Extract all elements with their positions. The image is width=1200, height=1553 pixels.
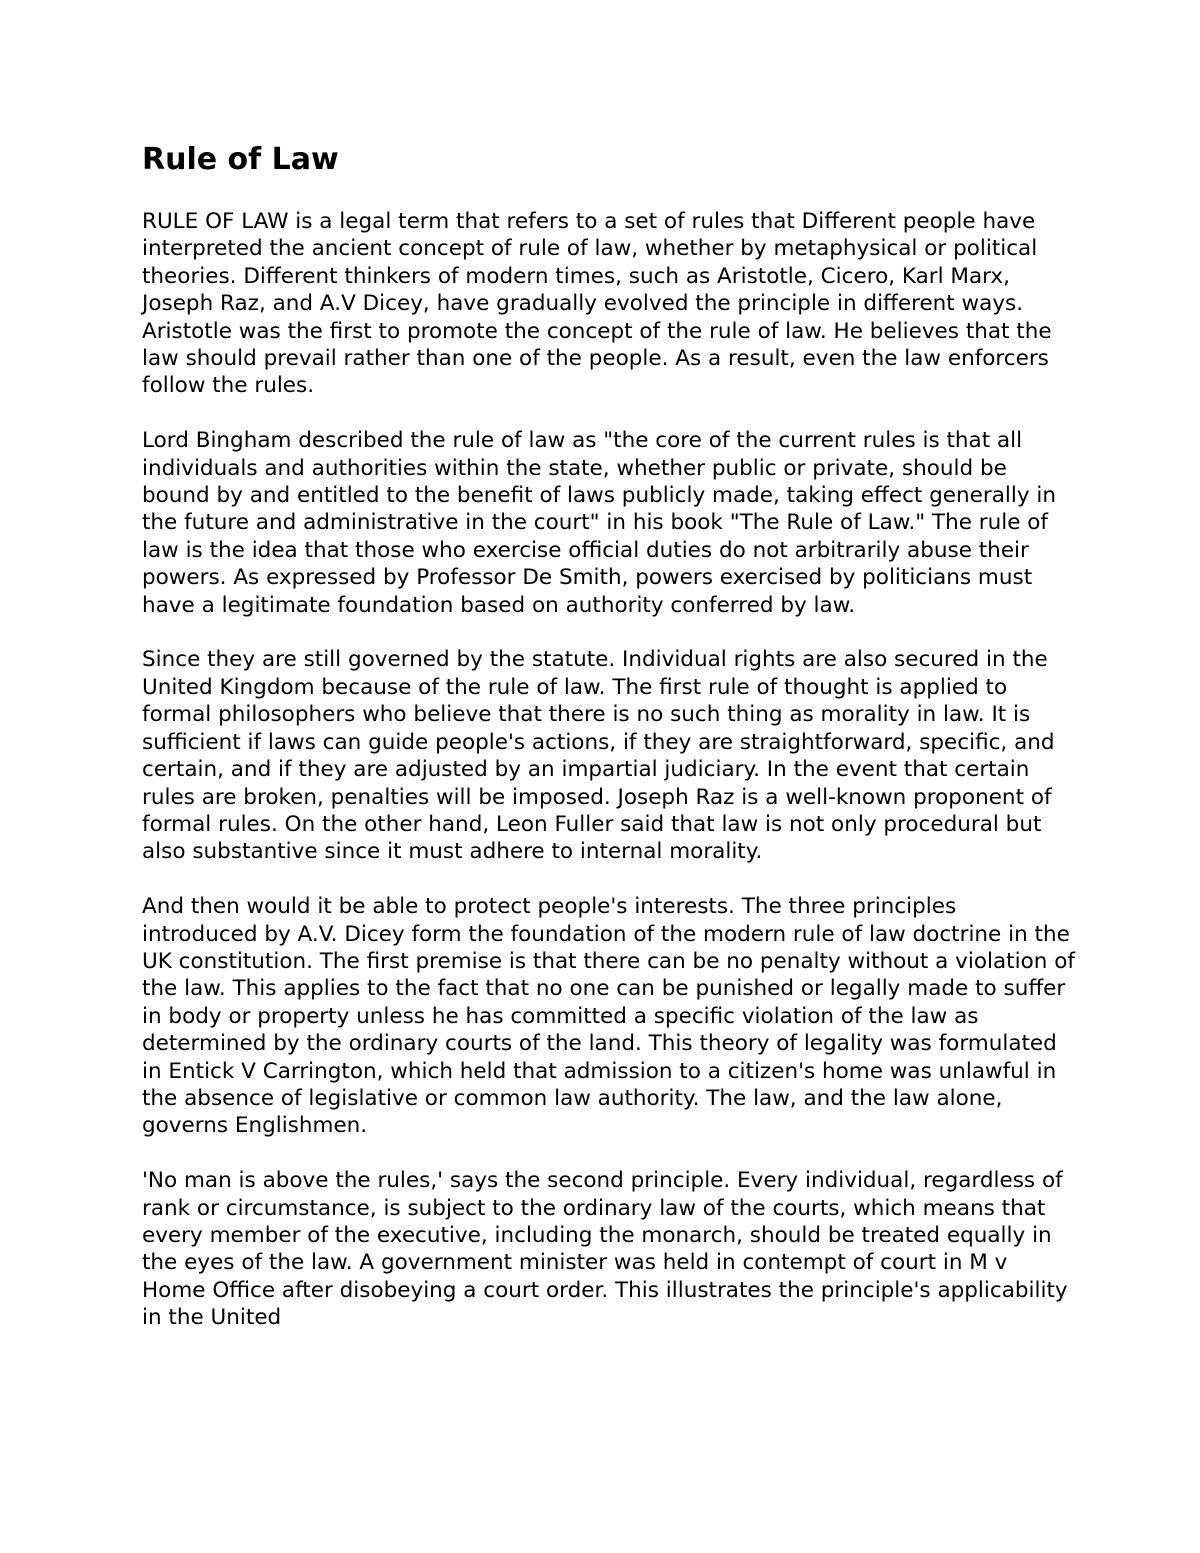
- paragraph-3: Since they are still governed by the statute. Individual rights are also secured in the United Kingdom because of the rule of law. The first rule of thought is applied to formal philosophers who believe that there is no such thing as morality in law. It is sufficient if laws can guide people's actions, if they are straightforward, specific, and certain, and if they are adjusted by an impartial judiciary. In the event that certain rules are broken, penalties will be imposed. Joseph Raz is a well-known proponent of formal rules. On the other hand, Leon Fuller said that law is not only procedural but also substantive since it must adhere to internal morality.: [142, 647, 1055, 865]
- document-page: [142, 140, 1077, 1359]
- document-title: Rule of Law: [142, 142, 339, 177]
- paragraph-1: RULE OF LAW is a legal term that refers to a set of rules that Different people have interpreted the ancient concept of rule of law, whether by metaphysical or political theories. Different thinkers of modern times, such as Aristotle, Cicero, Karl Marx, Joseph Raz, and A.V Dicey, have gradually evolved the principle in different ways. Aristotle was the first to promote the concept of the rule of law. He believes that the law should prevail rather than one of the people. As a result, even the law enforcers follow the rules.: [142, 209, 1052, 399]
- paragraph-4: And then would it be able to protect people's interests. The three principles introduced by A.V. Dicey form the foundation of the modern rule of law doctrine in the UK constitution. The first premise is that there can be no penalty without a violation of the law. This applies to the fact that no one can be punished or legally made to suffer in body or property unless he has committed a specific violation of the law as determined by the ordinary courts of the land. This theory of legality was formulated in Entick V Carrington, which held that admission to a citizen's home was unlawful in the absence of legislative or common law authority. The law, and the law alone, governs Englishmen.: [142, 894, 1075, 1139]
- paragraph-2: Lord Bingham described the rule of law as "the core of the current rules is that all individuals and authorities within the state, whether public or private, should be bound by and entitled to the benefit of laws publicly made, taking effect generally in the future and administrative in the court" in his book "The Rule of Law." The rule of law is the idea that those who exercise official duties do not arbitrarily abuse their powers. As expressed by Professor De Smith, powers exercised by politicians must have a legitimate foundation based on authority conferred by law.: [142, 428, 1057, 618]
- paragraph-5: 'No man is above the rules,' says the second principle. Every individual, regardless of rank or circumstance, is subject to the ordinary law of the courts, which means that every member of the executive, including the monarch, should be treated equally in the eyes of the law. A government minister was held in contempt of court in M v Home Office after disobeying a court order. This illustrates the principle's applicability in the United: [142, 1168, 1068, 1331]
